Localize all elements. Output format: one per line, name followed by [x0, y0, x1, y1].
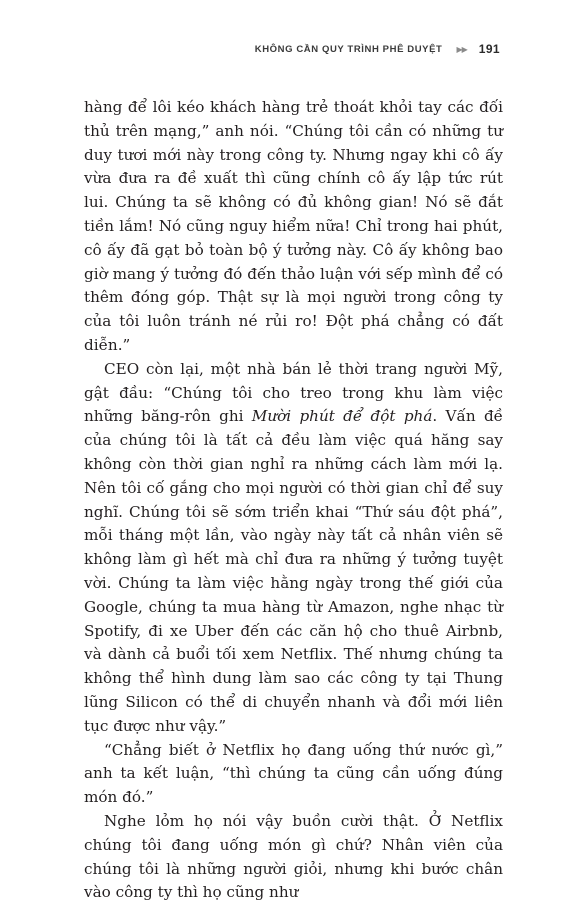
banner-phrase: Mười phút để đột phá — [251, 407, 433, 426]
page-number: 191 — [478, 42, 500, 56]
paragraph-ceo-fashion — [84, 358, 503, 739]
running-title: KHÔNG CẦN QUY TRÌNH PHÊ DUYỆT — [254, 43, 443, 55]
paragraph-overheard: Nghe lỏm họ nói vậy buồn cười thật. Ở Netflix chúng tôi đang uống món gì chứ? Nhân viên của chúng tôi là những người giỏi, nhưng khi bước chân vào công ty thì họ cũng như — [84, 811, 503, 902]
double-arrow-icon: ▶▶ — [456, 44, 467, 54]
paragraph-text: . Vấn đề của chúng tôi là tất cả đều làm việc quá hăng say không còn thời gian nghỉ ra những cách làm mới lạ. Nên tôi cố gắng cho mọi người có thời gian chỉ để suy nghĩ. Chúng tôi sẽ sớm triển khai “Thứ sáu đột phá”, mỗi tháng một lần, vào ngày này tất cả nhân viên sẽ không làm gì hết mà chỉ đưa ra những ý tưởng tuyệt vời. Chúng ta làm việc hằng ngày trong thế giới của Google, chúng ta mua hàng từ Amazon, nghe nhạc từ Spotify, đi xe Uber đến các căn hộ cho thuê Airbnb, và dành cả buổi tối xem Netflix. Thế nhưng chúng ta không thể hình dung làm sao các công ty tại Thung lũng Silicon có thể di chuyển nhanh và đổi mới liên tục được như vậy.” — [84, 407, 504, 735]
paragraph-text: CEO còn lại, một nhà bán lẻ thời trang người Mỹ, gật đầu: “Chúng tôi cho treo trong khu làm việc những băng-rôn ghi — [84, 359, 503, 426]
running-header — [255, 42, 500, 56]
paragraph-continued: hàng để lôi kéo khách hàng trẻ thoát khỏi tay các đối thủ trên mạng,” anh nói. “Chúng tôi cần có những tư duy tươi mới này trong công ty. Nhưng ngay khi cô ấy vừa đưa ra đề xuất thì cũng chính cô ấy lập tức rút lui. Chúng ta sẽ không có đủ không gian! Nó sẽ đắt tiền lắm! Nó cũng nguy hiểm nữa! Chỉ trong hai phút, cô ấy đã gạt bỏ toàn bộ ý tưởng này. Cô ấy không bao giờ mang ý tưởng đó đến thảo luận với sếp mình để có thêm đóng góp. Thật sự là mọi người trong công ty của tôi luôn tránh né rủi ro! Đột phá chẳng có đất diễn.” — [84, 98, 503, 354]
body-text — [84, 96, 503, 905]
paragraph-netflix-drink: “Chẳng biết ở Netflix họ đang uống thứ nước gì,” anh ta kết luận, “thì chúng ta cũng cần uống đúng món đó.” — [84, 740, 503, 807]
